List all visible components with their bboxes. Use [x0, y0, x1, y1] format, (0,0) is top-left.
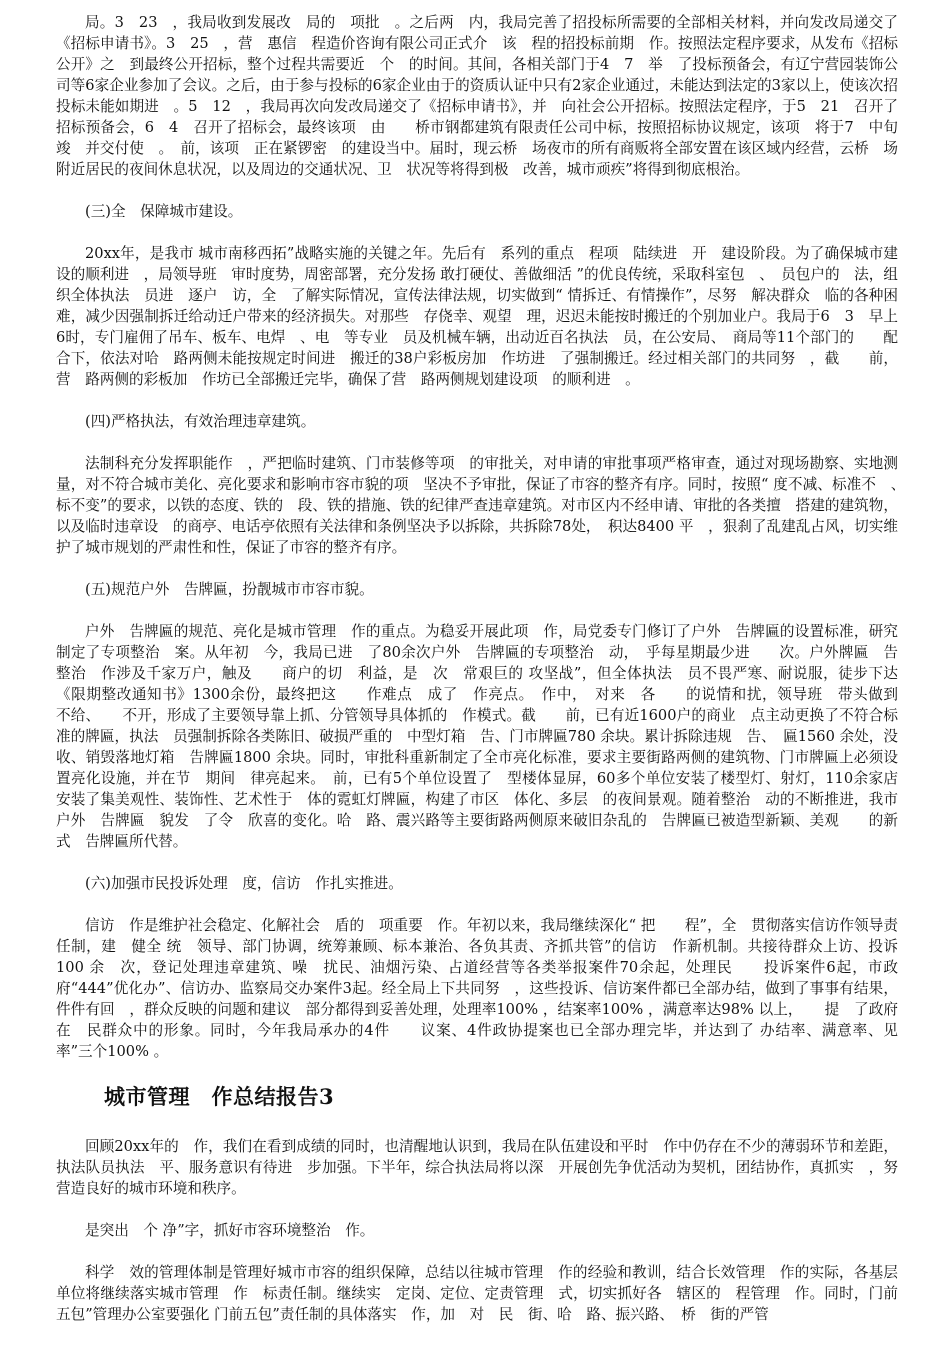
paragraph-management-system: 科学 效的管理体制是管理好城市市容的组织保障，总结以往城市管理 作的经验和教训，结合长效管理 作的实际，各基层单位将继续落实城市管理 作 标责任制。继续实 定岗、定位、定责管理 式，切实抓好各 辖区的 程管理 作。同时，门前五包”管理办公室要强化 门前五包”责任制的具体落实 作，加 对 民 街、哈 路、振兴路、 桥 街的严管 [56, 1264, 898, 1323]
paragraph-tender-process: 局。3 23 ，我局收到发展改 局的 项批 。之后两 内，我局完善了招投标所需要的全部相关材料，并向发改局递交了《招标申请书》。3 25 ，营 惠信 程造价咨询有限公司正式介 该 程的招投标前期 作。按照法定程序要求，从发布《招标公开》之 到最终公开招标，整个过程共需要近 个 的时间。其间，各相关部门于4 7 举 了投标预备会，有辽宁营园装饰公司等6家企业参加了会议。之后，由于参与投标的6家企业由于的资质认证中只有2家企业通过，未能达到法定的3家以上，使该次招投标未能如期进 。5 12 ，我局再次向发改局递交了《招标申请书》，并 向社会公开招标。按照法定程序，于5 21 召开了招标预备会，6 4 召开了招标会，最终该项 由 桥市钢都建筑有限责任公司中标，按照招标协议规定，该项 将于7 中旬竣 并交付使 。 前，该项 正在紧锣密 的建设当中。届时，现云桥 场夜市的所有商贩将全部安置在该区域内经营，云桥 场附近居民的夜间休息状况，以及周边的交通状况、卫 状况等将得到极 改善，城市顽疾”将得到彻底根治。 [56, 14, 898, 178]
heading-strict-enforcement: (四)严格执法，有效治理违章建筑。 [85, 413, 316, 430]
paragraph-illegal-buildings: 法制科充分发挥职能作 ，严把临时建筑、门市装修等项 的审批关，对申请的审批事项严格审查，通过对现场勘察、实地测量，对不符合城市美化、亮化要求和影响市容市貌的项 坚决不予审批，保证了市容的整齐有序。同时，按照“ 度不减、标准不 、 标不变”的要求，以铁的态度、铁的 段、铁的措施、铁的纪律严查违章建筑。对市区内不经申请、审批的各类擅 搭建的建筑物，以及临时违章设 的商亭、电话亭依照有关法律和条例坚决予以拆除，共拆除78处， 积达8400 平 ，狠刹了乱建乱占风，切实维护了城市规划的严肃性和性，保证了市容的整齐有序。 [56, 455, 913, 556]
heading-complaints: (六)加强市民投诉处理 度，信访 作扎实推进。 [85, 875, 403, 892]
document-page [56, 12, 928, 1325]
paragraph-review: 回顾20xx年的 作，我们在看到成绩的同时，也清醒地认识到，我局在队伍建设和平时 作中仍存在不少的薄弱环节和差距，执法队员执法 平、服务意识有待进 步加强。下半年，综合执法局将以深 开展创先争优活动为契机，团结协作，真抓实 ，努 营造良好的城市环境和秩序。 [56, 1138, 913, 1197]
heading-city-appearance: 是突出 个 净”字，抓好市容环境整治 作。 [85, 1222, 375, 1239]
paragraph-signboards: 户外 告牌匾的规范、亮化是城市管理 作的重点。为稳妥开展此项 作，局党委专门修订了户外 告牌匾的设置标准，研究制定了专项整治 案。从年初 今，我局已进 了80余次户外 告牌匾的专项整治 动， 乎每星期最少进 次。户外牌匾 告整治 作涉及千家万户，触及 商户的切 利益，是 次 常艰巨的 攻坚战”，但全体执法 员不畏严寒、耐说服，徒步下达《限期整改通知书》1300余份，最终把这 作难点 成了 作亮点。 作中， 对来 各 的说情和扰，领导班 带头做到 不给、 不开，形成了主要领导靠上抓、分管领导具体抓的 作模式。截 前，已有近1600户的商业 点主动更换了不符合标准的牌匾，执法 员强制拆除各类陈旧、破损严重的 中型灯箱 告、门市牌匾780 余块。累计拆除违规 告、 匾1560 余处，没收、销毁落地灯箱 告牌匾1800 余块。同时，审批科重新制定了全市亮化标准，要求主要街路两侧的建筑物、门市牌匾上必须设置亮化设施，并在节 期间 律亮起来。 前，已有5个单位设置了 型楼体显屏，60多个单位安装了楼型灯、射灯，110余家店 安装了集美观性、装饰性、艺术性于 体的霓虹灯牌匾，构建了市区 体化、多层 的夜间景观。随着整治 动的不断推进，我市户外 告牌匾 貌发 了令 欣喜的变化。哈 路、震兴路等主要街路两侧原来破旧杂乱的 告牌匾已被造型新颖、美观 的新式 告牌匾所代替。 [56, 623, 928, 850]
section-title: 城市管理 作总结报告3 [104, 1084, 335, 1109]
paragraph-demolition: 20xx年，是我市 城市南移西拓”战略实施的关键之年。先后有 系列的重点 程项 陆续进 开 建设阶段。为了确保城市建设的顺利进 ，局领导班 审时度势，周密部署，充分发扬 敢打硬仗、善做细活 ”的优良传统，采取科室包 、 员包户的 法，组织全体执法 员进 逐户 访，全 了解实际情况，宣传法律法规，切实做到“ 情拆迁、有情操作”，尽努 解决群众 临的各种困难，减少因强制拆迁给动迁户带来的经济损失。对那些 存侥幸、观望 理，迟迟未能按时搬迁的个别加业户。我局于6 3 早上6时，专门雇佣了吊车、板车、电焊 、电 等专业 员及机械车辆，出动近百名执法 员，在公安局、 商局等11个部门的 配合下，依法对哈 路两侧未能按规定时间进 搬迁的38户彩板房加 作坊进 了强制搬迁。经过相关部门的共同努 ，截 前，营 路两侧的彩板加 作坊已全部搬迁完毕，确保了营 路两侧规划建设项 的顺利进 。 [56, 245, 898, 388]
heading-outdoor-signs: (五)规范户外 告牌匾，扮靓城市市容市貌。 [85, 581, 374, 598]
paragraph-petitions: 信访 作是维护社会稳定、化解社会 盾的 项重要 作。年初以来，我局继续深化“ 把 程”，全 贯彻落实信访作领导责任制，建 健全 统 领导、部门协调，统筹兼顾、标本兼治、各负其责、齐抓共管”的信访 作新机制。共接待群众上访、投诉100 余 次，登记处理违章建筑、噪 扰民、油烟污染、占道经营等各类举报案件70余起，处理民 投诉案件6起，市政府“444”优化办”、信访办、监察局交办案件3起。经全局上下共同努 ，这些投诉、信访案件都已全部办结，做到了事事有结果，件件有回 ，群众反映的问题和建议 部分都得到妥善处理，处理率100% ，结案率100% ，满意率达98% 以上， 提 了政府在 民群众中的形象。同时，今年我局承办的4件 议案、4件政协提案也已全部办理完毕，并达到了 办结率、满意率、见 率”三个100% 。 [56, 917, 913, 1060]
heading-construction-support: (三)全 保障城市建设。 [85, 203, 243, 220]
